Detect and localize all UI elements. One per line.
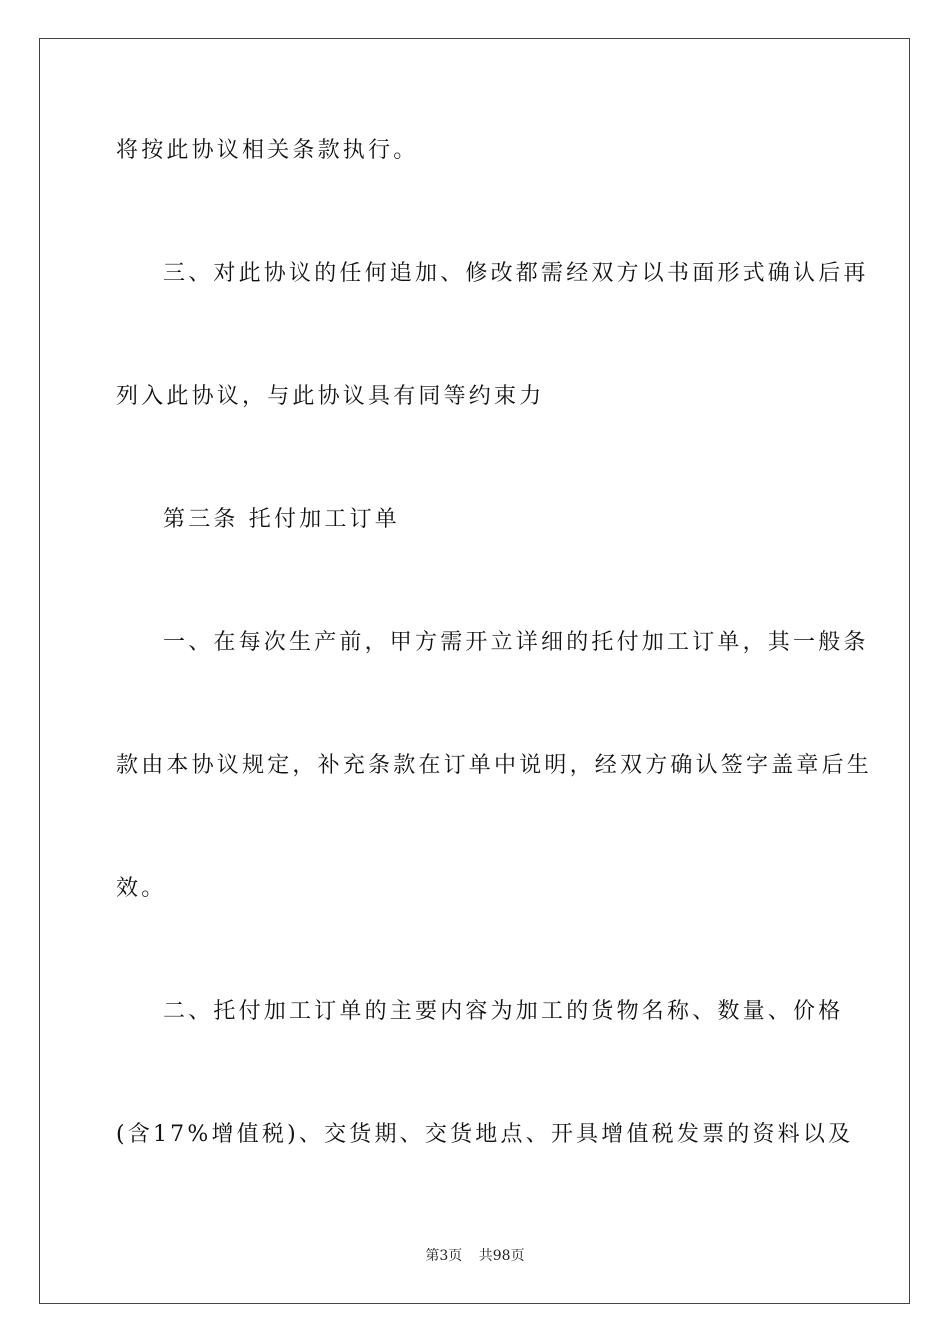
paragraph-line-2: 三、对此协议的任何追加、修改都需经双方以书面形式确认后再: [163, 261, 869, 286]
paragraph-line-1: 将按此协议相关条款执行。: [116, 138, 419, 163]
paragraph-line-5: 一、在每次生产前，甲方需开立详细的托付加工订单，其一般条: [163, 630, 869, 655]
page-number: 第3页: [425, 1248, 463, 1264]
paragraph-line-6: 款由本协议规定，补充条款在订单中说明，经双方确认签字盖章后生: [116, 753, 873, 778]
paragraph-line-8: 二、托付加工订单的主要内容为加工的货物名称、数量、价格: [163, 999, 844, 1024]
section-heading: 第三条 托付加工订单: [163, 507, 400, 532]
paragraph-line-9: (含17%增值税)、交货期、交货地点、开具增值税发票的资料以及: [116, 1122, 854, 1147]
page-frame: [39, 38, 910, 1304]
page-total: 共98页: [478, 1248, 525, 1264]
page-footer: [0, 1246, 950, 1266]
paragraph-line-7: 效。: [116, 876, 167, 901]
paragraph-line-3: 列入此协议，与此协议具有同等约束力: [116, 384, 545, 409]
